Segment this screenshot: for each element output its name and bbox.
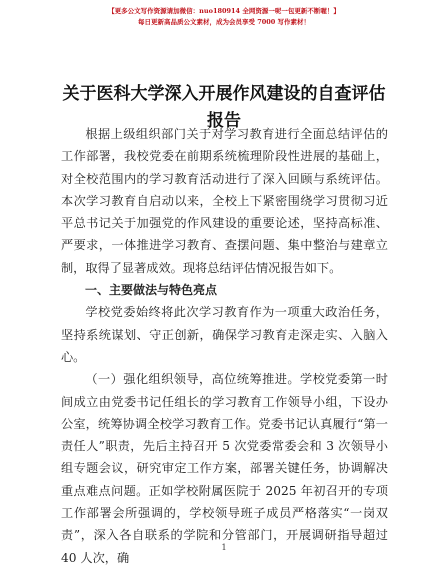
document-body (61, 123, 388, 569)
promo-banner (0, 6, 448, 28)
section-intro-paragraph: 学校党委始终将此次学习教育作为一项重大政治任务，坚持系统谋划、守正创新，确保学习教育走深走实、入脑入心。 (61, 305, 388, 364)
subsection-paragraph: （一）强化组织领导，高位统筹推进。学校党委第一时间成立由党委书记任组长的学习教育工作领导小组，下设办公室，统筹协调全校学习教育工作。党委书记认真履行“第一责任人”职责，先后主持召开 5 次党委常委会和 3 次领导小组专题会议，研究审定工作方案，部署关键任务，协调解决重点难点问题。正如学校附属医院于 2025 年初召开的专项工作部署会所强调的，学校领导班子成员严格落实“一岗双责”，深入各自联系的学院和分管部门，开展调研指导超过 40 人次，确 (61, 372, 388, 565)
intro-paragraph: 根据上级组织部门关于对学习教育进行全面总结评估的工作部署，我校党委在前期系统梳理阶段性进展的基础上，对全校范围内的学习教育活动进行了深入回顾与系统评估。本次学习教育自启动以来，全校上下紧密围绕学习贯彻习近平总书记关于加强党的作风建设的重要论述，坚持高标准、严要求，一体推进学习教育、查摆问题、集中整治与建章立制，取得了显著成效。现将总结评估情况报告如下。 (61, 127, 388, 275)
promo-banner-line-2: 每日更新高品质公文素材，成为会员享受 7000 写作素材！ (137, 18, 311, 26)
document-title: 关于医科大学深入开展作风建设的自查评估报告 (62, 84, 386, 131)
page-number: 1 (221, 543, 227, 552)
section-heading: 一、主要做法与特色亮点 (85, 283, 218, 298)
promo-banner-line-1: 【更多公文写作资源请加微信：nuo180914 全网资源一呢一包更新不断喔！】 (108, 7, 340, 15)
